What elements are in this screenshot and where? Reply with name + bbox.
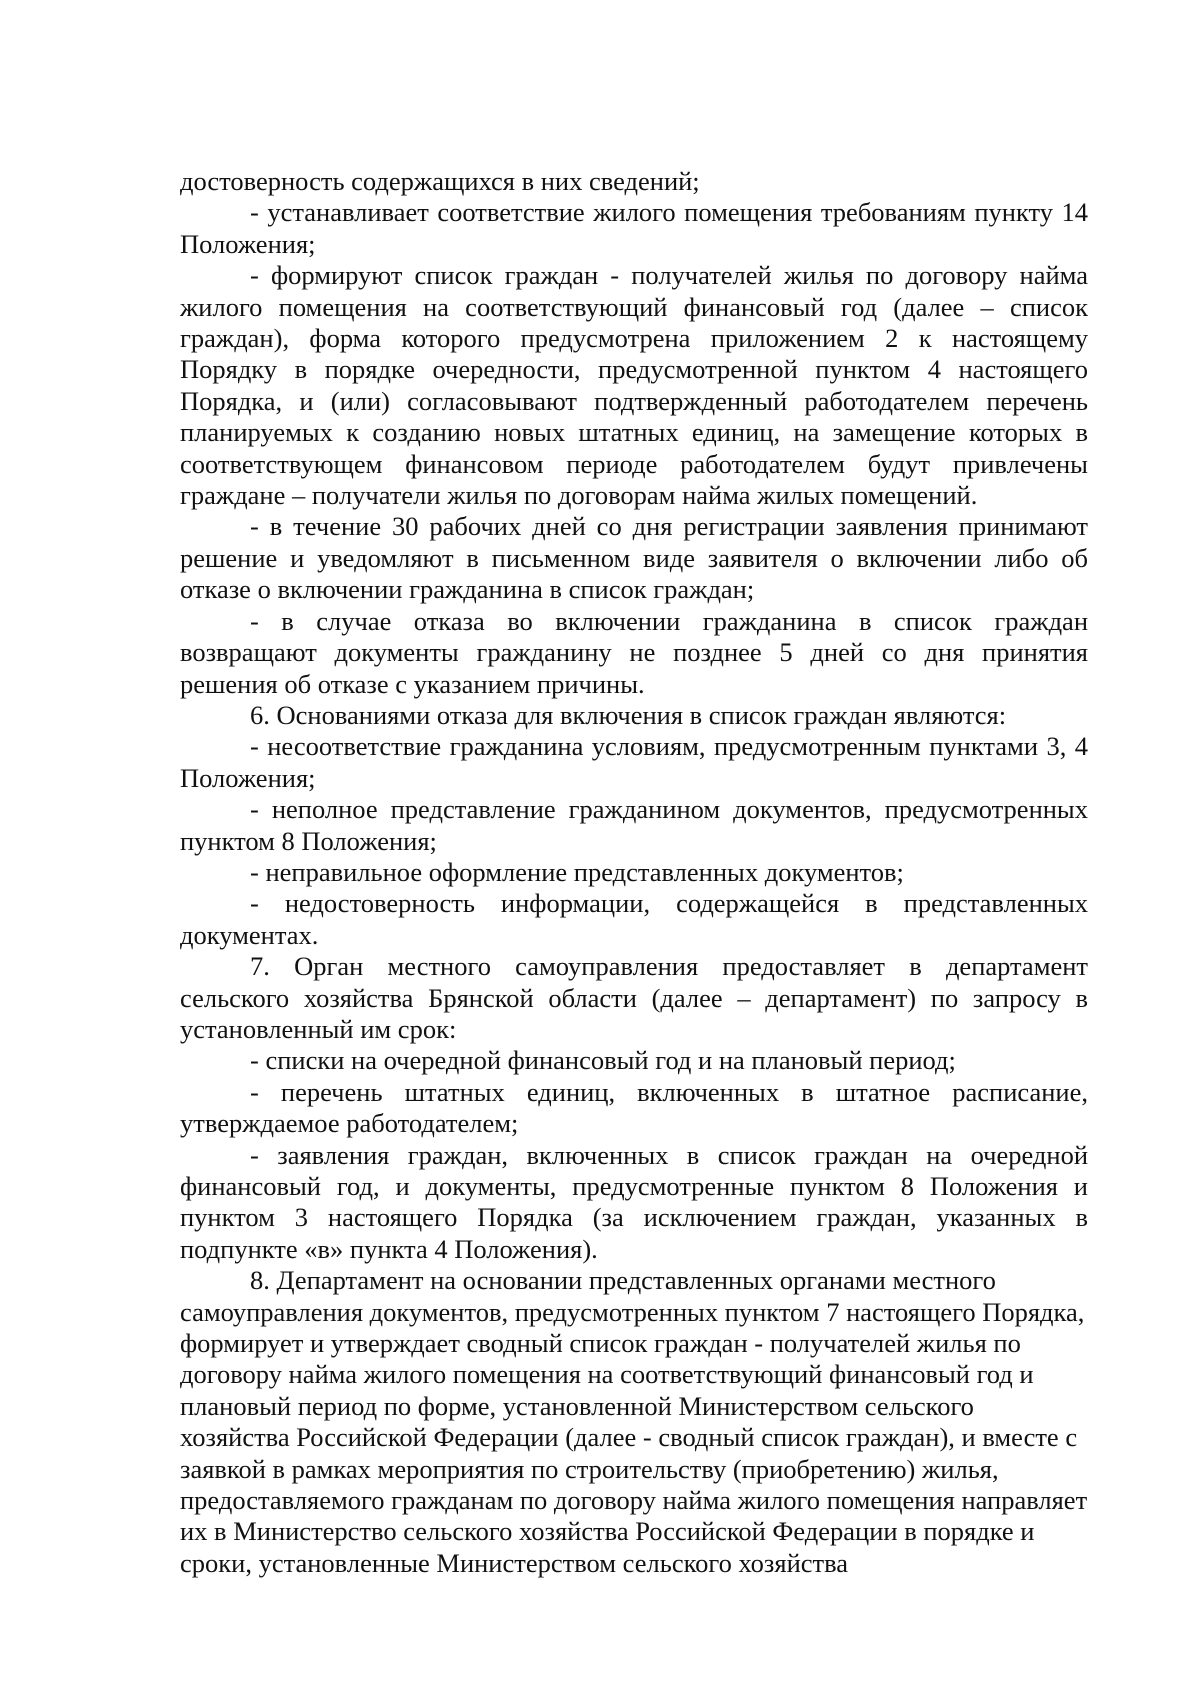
paragraph-list-item: - формируют список граждан - получателей жилья по договору найма жилого помещения на соответствующий финансовый год (далее – список граждан), форма которого предусмотрена приложением 2 к настоящему Порядку в порядке очередности, предусмотренной пунктом 4 настоящего Порядка, и (или) согласовывают подтвержденный работодателем перечень планируемых к созданию новых штатных единиц, на замещение которых в соответствующем финансовом периоде работодателем будут привлечены граждане – получатели жилья по договорам найма жилых помещений. (180, 260, 1088, 511)
paragraph-list-item: - заявления граждан, включенных в список граждан на очередной финансовый год, и документы, предусмотренные пунктом 8 Положения и пунктом 3 настоящего Порядка (за исключением граждан, указанных в подпункте «в» пункта 4 Положения). (180, 1139, 1088, 1264)
paragraph-section-6: 6. Основаниями отказа для включения в список граждан являются: (250, 699, 1007, 730)
paragraph-section-8: 8. Департамент на основании представленных органами местного самоуправления документов, предусмотренных пунктом 7 настоящего Порядка, формирует и утверждает сводный список граждан - получателей жилья по договору найма жилого помещения на соответствующий финансовый год и плановый период по форме, установленной Министерством сельского хозяйства Российской Федерации (далее - сводный список граждан), и вместе с заявкой в рамках мероприятия по строительству (приобретению) жилья, предоставляемого гражданам по договору найма жилого помещения направляет их в Министерство сельского хозяйства Российской Федерации в порядке и сроки, установленные Министерством сельского хозяйства (180, 1265, 1088, 1578)
paragraph-list-item: - перечень штатных единиц, включенных в штатное расписание, утверждаемое работодателем; (180, 1076, 1088, 1139)
paragraph-list-item: - недостоверность информации, содержащейся в представленных документах. (180, 888, 1088, 950)
paragraph-continuation: достоверность содержащихся в них сведений; (180, 166, 700, 196)
paragraph-section-7: 7. Орган местного самоуправления предоставляет в департамент сельского хозяйства Брянской области (далее – департамент) по запросу в установленный им срок: (180, 951, 1088, 1044)
paragraph-list-item: - устанавливает соответствие жилого помещения требованиям пункту 14 Положения; (180, 197, 1088, 259)
paragraph-list-item: - списки на очередной финансовый год и на плановый период; (250, 1045, 956, 1076)
paragraph-list-item: - в случае отказа во включении гражданина в список граждан возвращают документы гражданину не позднее 5 дней со дня принятия решения об отказе с указанием причины. (180, 605, 1088, 699)
paragraph-list-item: - в течение 30 рабочих дней со дня регистрации заявления принимают решение и уведомляют в письменном виде заявителя о включении либо об отказе о включении гражданина в список граждан; (180, 511, 1088, 605)
paragraph-list-item: - неправильное оформление представленных документов; (250, 856, 904, 887)
document-body (180, 166, 1088, 1579)
paragraph-list-item: - несоответствие гражданина условиям, предусмотренным пунктами 3, 4 Положения; (180, 731, 1088, 793)
paragraph-list-item: - неполное представление гражданином документов, предусмотренных пунктом 8 Положения; (180, 794, 1088, 856)
